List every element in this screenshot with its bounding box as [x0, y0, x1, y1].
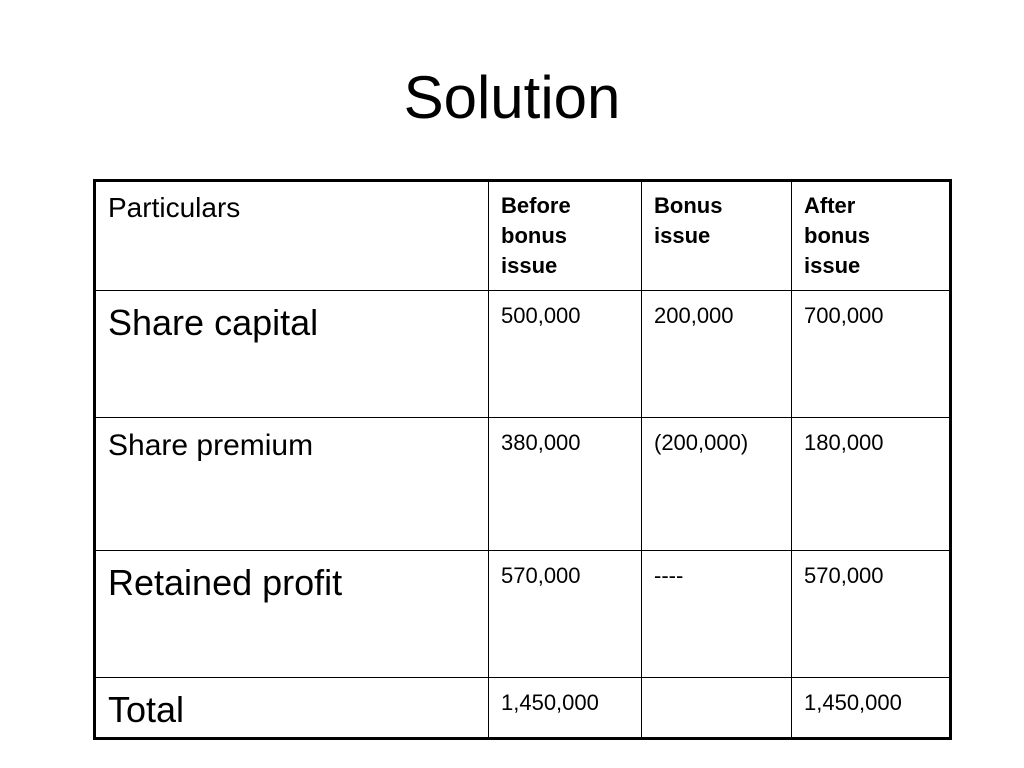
row-label-cell [95, 678, 489, 739]
table-row [95, 551, 951, 678]
before-value: 570,000 [501, 563, 581, 588]
after-value: 180,000 [804, 430, 884, 455]
row-label-cell [95, 551, 489, 678]
after-value: 700,000 [804, 303, 884, 328]
after-cell [792, 291, 951, 418]
before-cell [489, 418, 642, 551]
solution-table [93, 179, 952, 740]
bonus-value [654, 678, 783, 690]
row-label-cell [95, 291, 489, 418]
bonus-value: (200,000) [654, 430, 749, 455]
bonus-value: 200,000 [654, 303, 734, 328]
before-cell [489, 291, 642, 418]
row-label: Total [108, 689, 185, 730]
after-cell [792, 551, 951, 678]
row-label: Share capital [108, 302, 319, 343]
before-value: 380,000 [501, 430, 581, 455]
row-label: Retained profit [108, 562, 343, 603]
bonus-cell [642, 418, 792, 551]
header-cell-particulars [95, 181, 489, 291]
header-bonus-label: Bonus issue [654, 193, 723, 248]
after-cell [792, 418, 951, 551]
bonus-value: ---- [654, 563, 684, 588]
before-value: 500,000 [501, 303, 581, 328]
before-cell [489, 551, 642, 678]
table-row [95, 418, 951, 551]
bonus-cell [642, 678, 792, 739]
after-cell [792, 678, 951, 739]
bonus-cell [642, 551, 792, 678]
table-header-row [95, 181, 951, 291]
header-after-label: After bonus issue [804, 193, 870, 278]
table-row-total [95, 678, 951, 739]
after-value: 1,450,000 [804, 690, 902, 715]
row-label: Share premium [108, 429, 314, 462]
row-label-cell [95, 418, 489, 551]
header-cell-bonus [642, 181, 792, 291]
bonus-cell [642, 291, 792, 418]
header-before-label: Before bonus issue [501, 193, 571, 278]
header-cell-after [792, 181, 951, 291]
header-cell-before [489, 181, 642, 291]
before-value: 1,450,000 [501, 690, 599, 715]
slide-title: Solution [403, 64, 621, 131]
before-cell [489, 678, 642, 739]
after-value: 570,000 [804, 563, 884, 588]
header-particulars-label: Particulars [108, 192, 241, 223]
table-row [95, 291, 951, 418]
